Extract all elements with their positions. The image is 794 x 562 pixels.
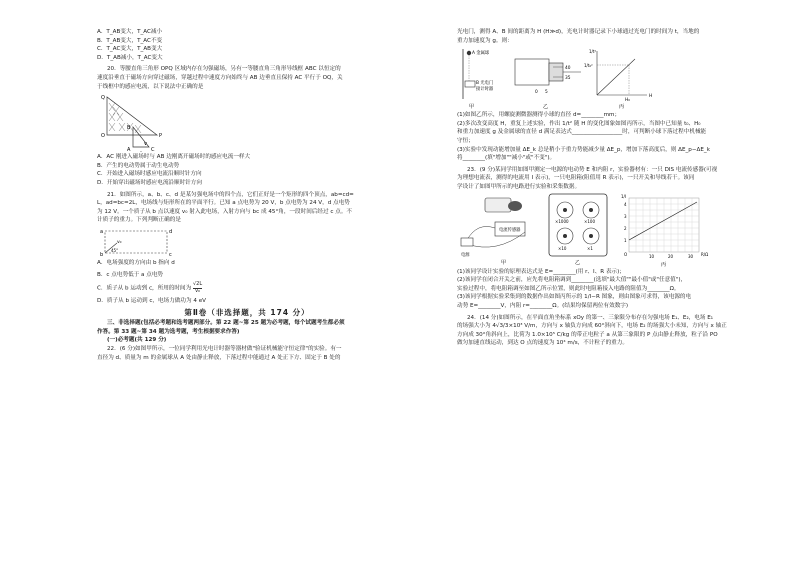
option-line: C．开始进入磁场时感应电流沿顺时针方向: [97, 171, 202, 178]
label-P: P: [159, 133, 163, 140]
y-axis-label: 1/t²: [589, 49, 597, 55]
tick-35: 35: [565, 76, 571, 82]
tick-5: 5: [545, 90, 548, 96]
circuit-and-graph-diagram: [457, 192, 757, 268]
question-22-text: 光电门，测得 A、B 间的距离为 H (H≫d)，光电计时器记录下小球通过光电门的时间为 t，当地的: [457, 29, 700, 35]
figure-q23: [457, 192, 763, 268]
tick-0: 0: [535, 90, 538, 96]
triangle-field-diagram: [97, 91, 217, 153]
question-23-text: 为理想电流表，测得的电流用 I 表示)，一只电阻箱(阻值用 R 表示)，一只开关和导线若干。该同: [457, 175, 695, 182]
graph-origin: O: [624, 251, 628, 257]
graph-y-label: 1/I: [621, 193, 627, 199]
photogate-apparatus-diagram: [457, 45, 657, 111]
graph-x-tick: 30: [688, 253, 694, 259]
part-2-intro: 作答。第 33 题~第 34 题为选考题，考生根据要求作答): [97, 328, 240, 335]
question-21-text: 计质子的重力。下列判断正确的是: [97, 217, 181, 224]
fraction-numerator: √2L: [192, 281, 203, 288]
subquestion: 动势 E=________V，内阻 r=________Ω。(结果均保留两位有效数字): [457, 302, 629, 309]
dial-label: ×10: [558, 245, 567, 251]
label-c: c: [169, 251, 172, 258]
figure-q22: [457, 45, 763, 111]
question-22-text: 22．(6 分)如图甲所示，一位同学利用光电计时器等器材做"验证机械能守恒定律"的实验。有一: [107, 346, 342, 353]
graph-x-label: R/Ω: [701, 251, 709, 257]
source-label: 电源: [461, 252, 470, 258]
subquestion: (1)该同学设计实验的原理表达式是 E=________(用 r、I、R 表示)；: [457, 268, 625, 275]
caption-jia: 甲: [501, 259, 507, 266]
gate-label: B 光电门: [476, 81, 494, 87]
option-line: D．质子从 b 运动到 c，电场力做功为 4 eV: [97, 298, 206, 305]
timer-label: 接计时器: [476, 87, 494, 93]
caption-yi: 乙: [575, 259, 581, 266]
subquestion: 将________(填"增加""减小"或"不变")。: [457, 155, 556, 162]
graph-y-tick: 4: [624, 201, 627, 207]
label-angle: 45°: [111, 247, 119, 253]
label-v: v: [144, 141, 147, 148]
question-21-text: L，ad=bc=2L，电场线与矩形所在的平面平行。已知 a 点电势为 20 V，b 点电势为 24 V，d 点电势: [97, 200, 350, 207]
label-b: b: [100, 251, 104, 258]
caption-jia: 甲: [469, 104, 475, 111]
label-d: d: [169, 228, 173, 235]
option-line-with-fraction: [97, 282, 397, 294]
label-a: a: [100, 228, 104, 235]
option-line: B．产生的电动势属于动生电动势: [97, 162, 180, 169]
part-2-title: 第Ⅱ卷（非选择题，共 174 分）: [184, 307, 310, 317]
question-21-text: 为 12 V。一个质子从 b 点以速度 v₀ 射入此电场，入射方向与 bc 成 45°角，一段时间后经过 c 点。不: [97, 208, 353, 215]
x-axis-label: H: [649, 94, 653, 100]
question-24-text: 做匀加速直线运动，到达 O 点的速度为 10⁴ m/s，不计粒子的重力。: [457, 340, 628, 347]
x-tick-label: H₀: [625, 98, 630, 104]
figure-q21: [97, 225, 397, 259]
graph-y-tick: 2: [624, 225, 627, 231]
option-line: A．T_AB变大，T_AC减小: [97, 29, 163, 35]
dial-label: ×100: [584, 218, 595, 224]
question-23-text: 23．(9 分)某同学用如图甲测定一电源的电动势 E 和内阻 r，实验器材有：一只 DIS 电流传感器(可视: [467, 166, 718, 173]
option-line: A．AC 刚进入磁场时与 AB 边刚离开磁场时的感应电流一样大: [97, 154, 251, 161]
label-Q: Q: [101, 95, 105, 102]
fraction-denominator: v₀: [195, 287, 201, 294]
rectangle-field-diagram: [97, 225, 217, 259]
label-A: A: [127, 147, 131, 154]
option-text: C．质子从 b 运动到 c，所用的时间为: [97, 285, 192, 292]
question-24-text: 24．(14 分)如图所示，在平面直角坐标系 xOy 的第一、三象限分布存在匀强电场 E₁、E₂，电场 E₁: [467, 314, 714, 321]
label-C: C: [151, 147, 155, 154]
question-24-text: 的场强大小为 4√3/3×10³ V/m，方向与 x 轴负方向成 60°斜向下，电场 E₂ 的场强大小未知，方向与 x 轴正: [457, 323, 727, 330]
ball-label: A 金属球: [472, 51, 490, 57]
caption-bing: 丙: [661, 261, 667, 268]
subquestion: 实验过程中，将电阻箱调至如图乙所示位置，则此时电阻箱接入电路的阻值为________Ω。: [457, 285, 680, 292]
subquestion: (3)实验中发现动能增加量 ΔE_k 总是稍小于重力势能减少量 ΔE_p，增加下落高度后，则 ΔE_p−ΔE_k: [457, 146, 710, 153]
sensor-label: 电流传感器: [499, 227, 521, 233]
y-tick-label: 1/t₀²: [584, 63, 593, 69]
question-20-text: 于线框中的感应电流，以下说法中正确的是: [97, 83, 204, 90]
label-B: B: [127, 125, 131, 132]
option-line: D．开始穿出磁场时感应电流沿顺时针方向: [97, 179, 202, 186]
subquestion: (1)如图乙所示，用螺旋测微器测得小球的直径 d=________mm；: [457, 112, 621, 119]
option-line: A．电场强度的方向由 b 指向 d: [97, 259, 175, 266]
option-line: C．T_AC变大，T_AB变大: [97, 46, 163, 53]
left-column: [97, 28, 397, 362]
question-22-text: 重力加速度为 g。则：: [457, 37, 513, 44]
graph-x-tick: 10: [649, 253, 655, 259]
subquestion: (3)该同学根据实验采集到的数据作出如图丙所示的 1/I−R 图象，则由图象可求得，该电源的电: [457, 294, 692, 301]
question-21-text: 21．如图所示，a、b、c、d 是某匀强电场中的四个点，它们正好是一个矩形的四个顶点，ab=cd=: [107, 191, 354, 198]
graph-y-tick: 3: [624, 213, 627, 219]
right-column: [457, 28, 763, 348]
dial-label: ×1: [587, 245, 593, 251]
label-v0: v₀: [117, 239, 122, 245]
label-O: O: [101, 133, 105, 140]
required-section-title: (一)必考题(共 129 分): [107, 337, 167, 344]
question-20-text: 20．等腰直角三角形 OPQ 区域内存在匀强磁场，另有一等腰直角三角形导线框 ABC 以恒定的: [107, 66, 341, 73]
graph-x-tick: 20: [668, 253, 674, 259]
option-line: B．c 点电势低于 a 点电势: [97, 271, 164, 278]
option-line: D．T_AB减小，T_AC变大: [97, 54, 163, 61]
question-20-text: 速度沿垂直于磁场方向穿过磁场，穿越过程中速度方向始终与 AB 边垂直且保持 AC 平行于 OQ，关: [97, 74, 343, 81]
caption-yi: 乙: [543, 104, 549, 111]
question-24-text: 方向成 30°角斜向上，比荷为 1.0×10⁵ C/kg 的带正电粒子 a 从第三象限的 P 点由静止释放，粒子沿 PO: [457, 331, 718, 338]
graph-y-tick: 1: [624, 237, 627, 243]
caption-bing: 丙: [619, 104, 625, 111]
question-22-text: 直径为 d、质量为 m 的金属球从 A 处由静止释放，下落过程中能通过 A 处正下方、固定于 B 处的: [97, 354, 341, 361]
figure-q20: [97, 91, 397, 153]
part-2-intro: 三、非选择题(包括必考题和选考题两部分。第 22 题~第 25 题为必考题，每个试题考生都必须: [107, 320, 345, 327]
dial-label: ×1000: [555, 218, 569, 224]
subquestion: (2)该同学在闭合开关之前，应先将电阻箱调到________(选填"最大值""最小值"或"任意值")，: [457, 277, 687, 284]
tick-40: 40: [565, 66, 571, 72]
question-23-text: 学设计了如图甲所示的电路进行实验和采集数据。: [457, 183, 581, 190]
time-fraction: [193, 282, 202, 294]
subquestion: 守恒；: [457, 137, 474, 144]
subquestion: 和重力加速度 g 及金属球的直径 d 满足表达式__________________时，可判断小球下落过程中机械能: [457, 129, 707, 136]
subquestion: (2)多次改变高度 H，重复上述实验，作出 1/t² 随 H 的变化图象如图丙所示，当图中已知量 t₀、H₀: [457, 120, 701, 127]
option-line: B．T_AB变大，T_AC不变: [97, 37, 163, 44]
